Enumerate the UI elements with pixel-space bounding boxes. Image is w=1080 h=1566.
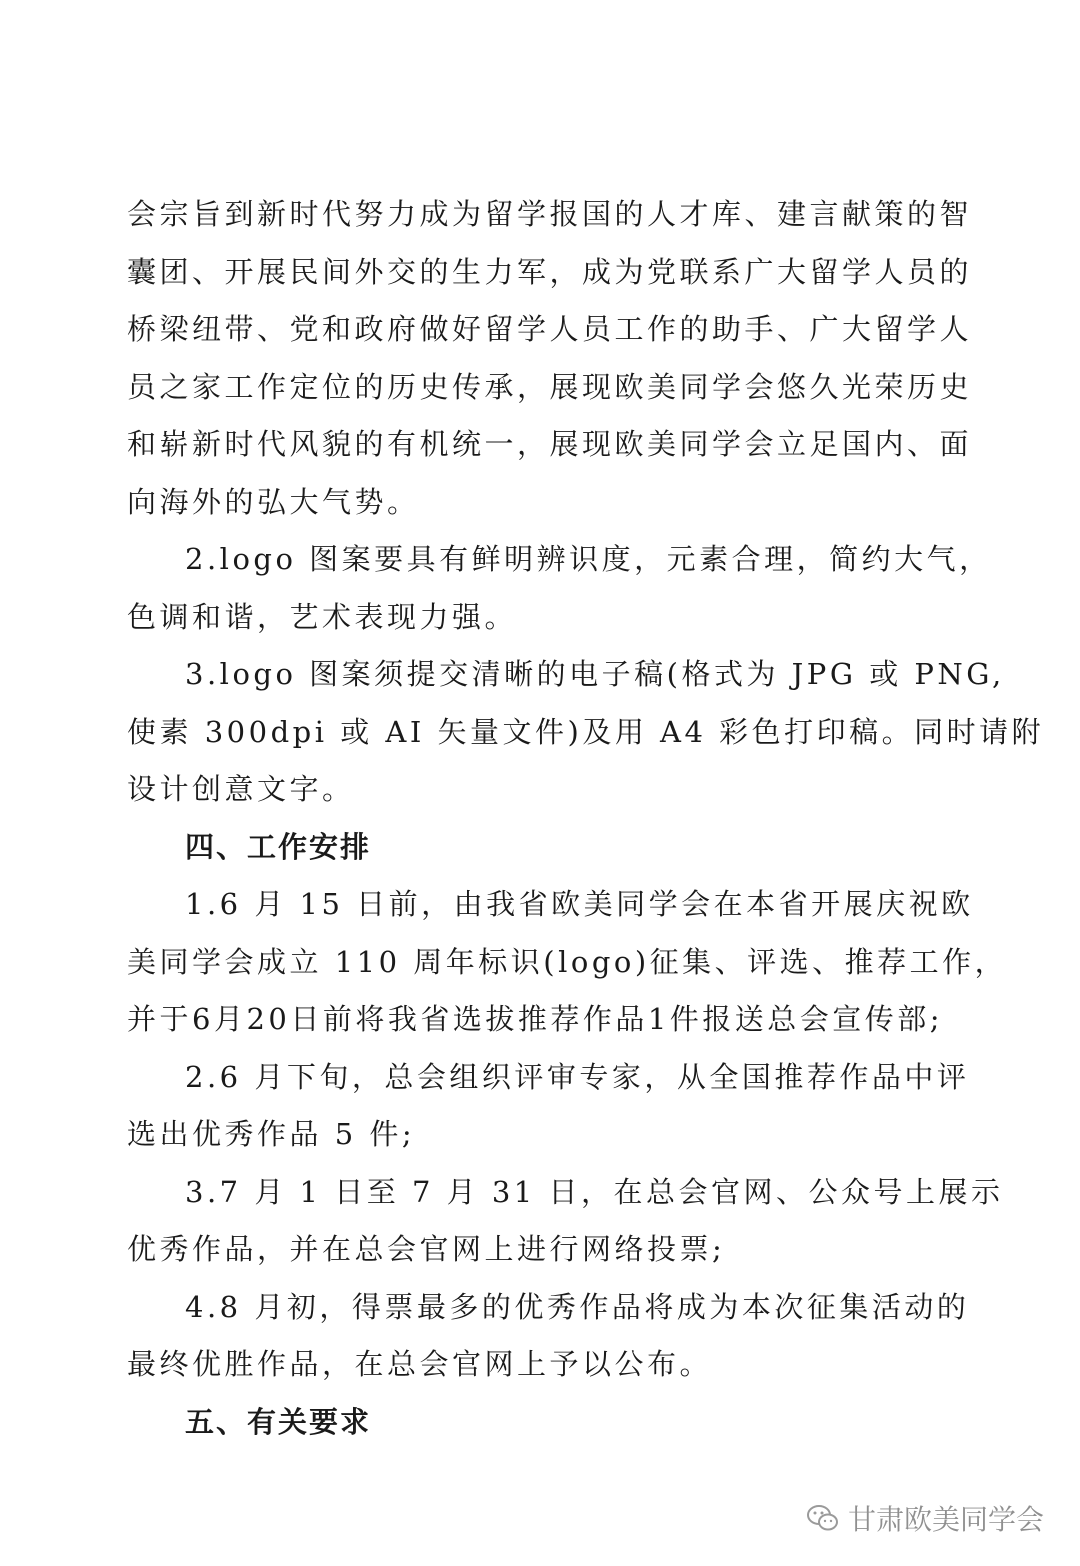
text-line: 4.8 月初，得票最多的优秀作品将成为本次征集活动的 <box>185 1289 970 1324</box>
text-line: 色调和谐，艺术表现力强。 <box>127 599 518 634</box>
list-item <box>127 1279 970 1394</box>
text-line: 1.6 月 15 日前，由我省欧美同学会在本省开展庆祝欧 <box>185 887 974 921</box>
text-line: 2.6 月下旬，总会组织评审专家，从全国推荐作品中评 <box>185 1059 970 1094</box>
section-work-arrangement <box>127 819 1008 1394</box>
text-line: 员之家工作定位的历史传承，展现欧美同学会悠久光荣历史 <box>127 369 973 404</box>
paragraph-logo-requirement-2 <box>127 531 992 646</box>
document-body <box>127 186 1045 1451</box>
text-line: 和崭新时代风貌的有机统一，展现欧美同学会立足国内、面 <box>127 427 973 461</box>
text-line: 选出优秀作品 5 件; <box>127 1117 416 1151</box>
wechat-icon <box>806 1503 840 1533</box>
list-item <box>127 876 1008 1049</box>
paragraph-logo-requirement-3 <box>127 646 1045 819</box>
text-line: 会宗旨到新时代努力成为留学报国的人才库、建言献策的智 <box>127 197 973 231</box>
watermark-text: 甘肃欧美同学会 <box>847 1503 1044 1536</box>
text-line: 3.logo 图案须提交清晰的电子稿(格式为 JPG 或 PNG, <box>185 657 1005 691</box>
text-line: 向海外的弘大气势。 <box>127 484 420 519</box>
text-line: 并于6月20日前将我省选拔推荐作品1件报送总会宣传部; <box>127 1002 944 1036</box>
section-requirements <box>127 1394 912 1452</box>
text-line: 美同学会成立 110 周年标识(logo)征集、评选、推荐工作， <box>127 944 1008 979</box>
text-line: 使素 300dpi 或 AI 矢量文件)及用 A4 彩色打印稿。同时请附 <box>127 714 1045 749</box>
watermark <box>806 1498 1044 1538</box>
text-line: 桥梁纽带、党和政府做好留学人员工作的助手、广大留学人 <box>127 312 973 346</box>
text-line: 优秀作品，并在总会官网上进行网络投票; <box>127 1232 726 1266</box>
section-heading: 四、工作安排 <box>185 829 372 864</box>
list-item <box>127 1164 1004 1279</box>
list-item <box>127 1049 970 1164</box>
text-line: 最终优胜作品，在总会官网上予以公布。 <box>127 1347 713 1381</box>
paragraph-purpose <box>127 186 973 531</box>
text-line: 3.7 月 1 日至 7 月 31 日，在总会官网、公众号上展示 <box>185 1174 1004 1209</box>
text-line: 囊团、开展民间外交的生力军，成为党联系广大留学人员的 <box>127 254 973 289</box>
text-line: 2.logo 图案要具有鲜明辨识度，元素合理，简约大气， <box>185 542 992 576</box>
text-line: 设计创意文字。 <box>127 772 355 806</box>
section-heading: 五、有关要求 <box>185 1404 372 1439</box>
